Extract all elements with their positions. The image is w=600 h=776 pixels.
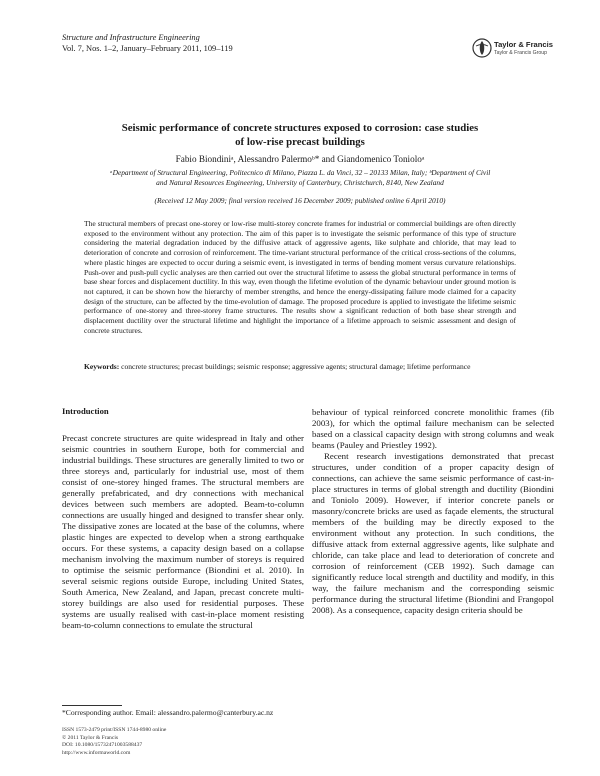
article-title	[90, 121, 510, 149]
affiliation-line-2: and Natural Resources Engineering, University of Canterbury, Christchurch, 8140, New Zealand	[156, 178, 444, 187]
paragraph: Precast concrete structures are quite widespread in Italy and other seismic countries in southern Europe, both for commercial and industrial buildings. These structures are generally limited to two or three storeys and, particularly for industrial use, most of them consist of one-storey hinged frames. The structural members are generally prefabricated, and dry connections with mechanical devices between such members are adopted. Beam-to-column connections are usually hinged and designed to transfer shear only. The dissipative zones are located at the base of the columns, where plastic hinges are expected to develop when a strong earthquake occurs. For these systems, a capacity design based on a collapse mechanism involving the maximum number of storeys is required to optimise the seismic performance (Biondini et al. 2010). In several seismic regions outside Europe, including United States, South America, New Zealand, and Japan, precast concrete multi-storey buildings are also used for residential purposes. These systems are usually realised with cast-in-place moment resisting beam-to-column connections to emulate the structural	[62, 433, 304, 631]
body-column-right	[312, 407, 554, 616]
footnote-rule	[62, 705, 122, 706]
title-line-1: Seismic performance of concrete structures exposed to corrosion: case studies	[121, 122, 479, 134]
publisher-logo-icon	[472, 38, 492, 58]
journal-name: Structure and Infrastructure Engineering	[62, 33, 200, 42]
copyright: © 2011 Taylor & Francis	[62, 734, 119, 741]
journal-header	[62, 32, 233, 54]
doi: DOI: 10.1080/15732471003588437	[62, 742, 143, 749]
authors: Fabio Biondiniᵃ, Alessandro Palermoᵇ* and Giandomenico Tonioloᵃ	[175, 154, 425, 164]
body-column-left	[62, 433, 304, 631]
publisher-logo	[472, 36, 564, 64]
affiliation-line-1: ᵃDepartment of Structural Engineering, Politecnico di Milano, Piazza L. da Vinci, 32 – 20133 Milan, Italy; ᵇDepartment of Civil	[109, 168, 491, 177]
publisher-url[interactable]: http://www.informaworld.com	[62, 749, 131, 756]
publisher-group: Taylor & Francis Group	[494, 50, 548, 56]
keywords-label: Keywords:	[84, 362, 120, 371]
paragraph: Recent research investigations demonstrated that precast structures, under condition of a proper capacity design of connections, can achieve the same seismic performance of cast-in-place structures in terms of global strength and ductility (Biondini and Toniolo 2009). However, if interior concrete panels or masonry/concrete bricks are used as façade elements, the structural members of the building may be directly exposed to the environment without any protection. In such conditions, the diffusive attack from external aggressive agents, like sulphate and chloride, can take place and lead to deterioration of concrete and corrosion of reinforcement (CEB 1992). Such damage can significantly reduce local strength and ductility and modify, in this way, the failure mechanism and the corresponding seismic performance during the structural lifetime (Biondini and Frangopol 2008). As a consequence, capacity design criteria should be	[312, 451, 554, 616]
section-heading-introduction: Introduction	[62, 406, 109, 416]
title-line-2: of low-rise precast buildings	[235, 136, 365, 148]
affiliations	[80, 168, 520, 188]
journal-issue: Vol. 7, Nos. 1–2, January–February 2011, 109–119	[62, 44, 233, 53]
corresponding-author-footnote: *Corresponding author. Email: alessandro.palermo@canterbury.ac.nz	[62, 708, 274, 717]
issn: ISSN 1573-2479 print/ISSN 1744-8980 online	[62, 727, 167, 733]
publication-info	[62, 727, 166, 757]
paragraph: behaviour of typical reinforced concrete monolithic frames (fib 2003), for which the optimal failure mechanism can be selected based on a classical capacity design with strong columns and weak beams (Pauley and Priestley 1992).	[312, 407, 554, 451]
received-dates: (Received 12 May 2009; final version received 16 December 2009; published online 6 April 2010)	[154, 196, 446, 205]
keywords-list: concrete structures; precast buildings; seismic response; aggressive agents; structural damage; lifetime performance	[121, 362, 471, 371]
keywords	[84, 362, 516, 372]
abstract: The structural members of precast one-storey or low-rise multi-storey concrete frames for industrial or commercial buildings are often directly exposed to the environment without any protection. The aim of this paper is to investigate the seismic performance of this type of structure considering the material degradation induced by the diffusive attack of aggressive agents, like sulphate and chloride, that may lead to deterioration of concrete and corrosion of reinforcement. The time-variant structural performance of the critical cross-sections of the columns, where plastic hinges are expected to occur during a seismic event, is investigated in terms of bending moment versus curvature relationships. Push-over and push-pull cyclic analyses are then carried out over the structural lifetime to assess the global structural performance in terms of base shear forces and displacement ductility. In this way, even though the lifetime evolution of the dynamic behaviour under ground motion is not captured, it can be shown how the hierarchy of member strengths, and hence the energy-dissipating failure mode claimed for a capacity design of the structure, can be affected by the time-evolution of damage. The proposed procedure is applied to investigate the lifetime seismic performance of one-storey and three-storey frame structures. The results show a significant reduction of both base shear strength and displacement ductility over the structural lifetime and highlight the importance of a lifetime approach to seismic assessment and design of concrete structures.	[84, 219, 516, 335]
publisher-name: Taylor & Francis	[494, 40, 553, 49]
